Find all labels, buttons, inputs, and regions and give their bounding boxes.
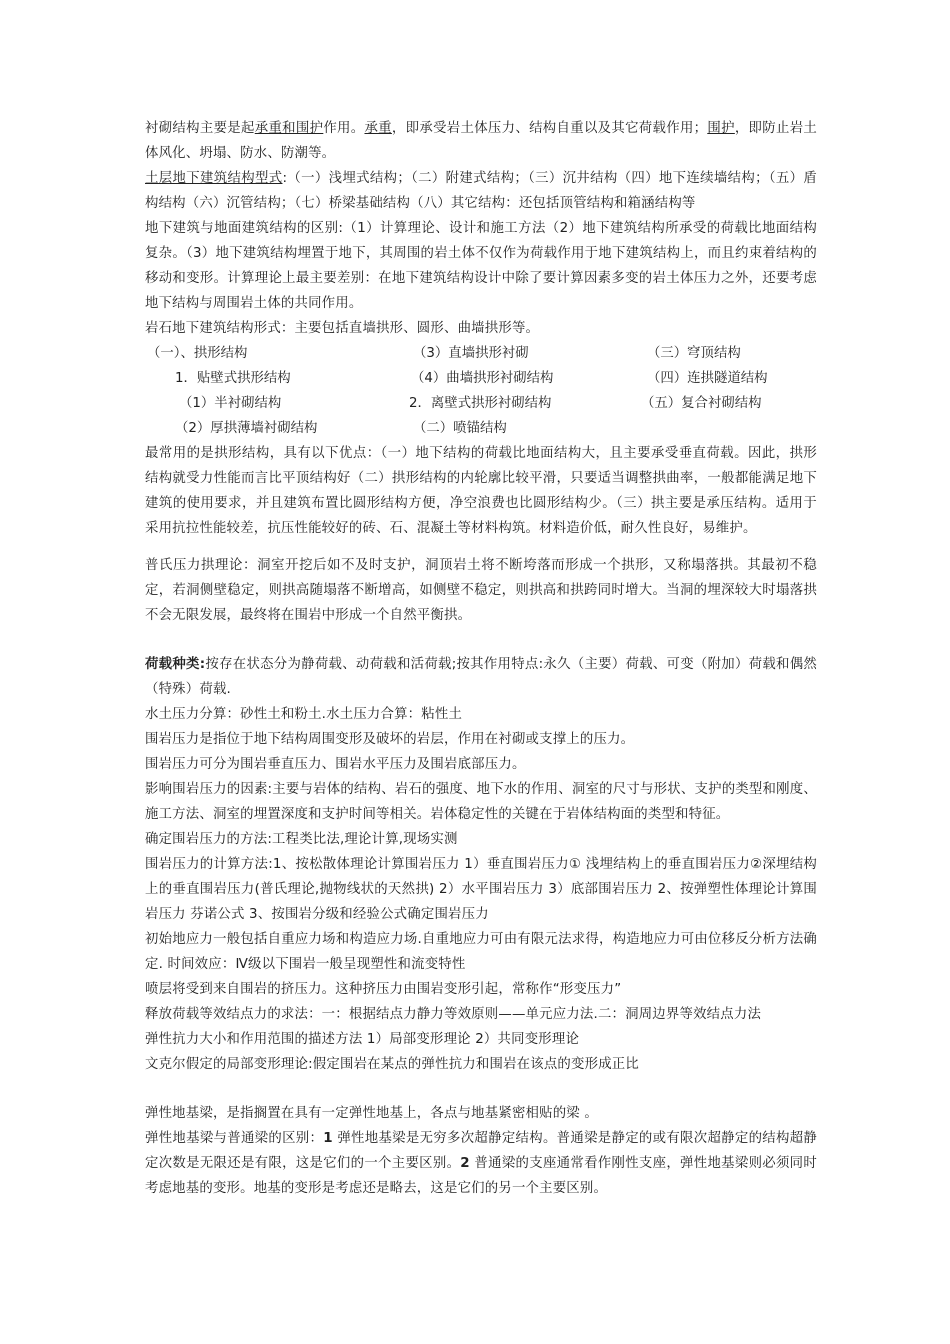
list-item: （五）复合衬砌结构 [641, 396, 762, 411]
paragraph-rock-pressure-factors: 影响围岩压力的因素:主要与岩体的结构、岩石的强度、地下水的作用、洞室的尺寸与形状、支护的类型和刚度、施工方法、洞室的埋置深度和支护时间等相关。岩体稳定性的关键在于岩体结构面的类型和特征。 [145, 782, 817, 822]
text: 弹性地基梁是无穷多次超静定结构。普通梁是静定的或有限次超静定的结构超静定次数是无限还是有限，这是它们的一个主要区别。 [145, 1131, 817, 1171]
list-item: （一）、拱形结构 [147, 346, 248, 361]
document-body [145, 116, 817, 1201]
text: 作用。 [323, 121, 365, 136]
paragraph-rock-pressure-kinds: 围岩压力可分为围岩垂直压力、围岩水平压力及围岩底部压力。 [145, 757, 526, 772]
bold-number: 1 [323, 1131, 333, 1146]
paragraph-load-types [145, 652, 817, 702]
paragraph-soil-structure-types [145, 166, 817, 216]
text: :（一）浅埋式结构；（二）附建式结构；（三）沉井结构（四）地下连续墙结构；（五）盾构结构（六）沉管结构；（七）桥梁基础结构（八）其它结构：还包括顶管结构和箱涵结构等 [145, 171, 818, 211]
paragraph-differences: 地下建筑与地面建筑结构的区别:（1）计算理论、设计和施工方法（2）地下建筑结构所承受的荷载比地面结构复杂。（3）地下建筑结构埋置于地下，其周围的岩土体不仅作为荷载作用于地下建筑结构上，而且约束着结构的移动和变形。计算理论上最主要差别：在地下建筑结构设计中除了要计算因素多变的岩土体压力之外，还要考虑地下结构与周围岩土体的共同作用。 [145, 221, 817, 311]
paragraph-elastic-resistance: 弹性抗力大小和作用范围的描述方法 1）局部变形理论 2）共同变形理论 [145, 1032, 580, 1047]
paragraph-rock-pressure-methods: 确定围岩压力的方法:工程类比法,理论计算,现场实测 [145, 832, 458, 847]
paragraph-protodyakonov-theory: 普氏压力拱理论：洞室开挖后如不及时支护，洞顶岩土将不断垮落而形成一个拱形，又称塌落拱。其最初不稳定，若洞侧壁稳定，则拱高随塌落不断增高，如侧壁不稳定，则拱高和拱跨同时增大。当洞的埋深较大时塌落拱不会无限发展，最终将在围岩中形成一个自然平衡拱。 [145, 558, 817, 623]
spacer [145, 1077, 817, 1101]
underlined-term: 承重 [364, 121, 392, 136]
spacer [145, 628, 817, 652]
list-item: 2．离壁式拱形衬砌结构 [409, 396, 552, 411]
paragraph-rock-pressure-definition: 围岩压力是指位于地下结构周围变形及破坏的岩层，作用在衬砌或支撑上的压力。 [145, 732, 635, 747]
text: 弹性地基梁与普通梁的区别： [145, 1131, 324, 1146]
paragraph-elastic-beam-definition: 弹性地基梁，是指搁置在具有一定弹性地基上，各点与地基紧密相贴的梁 。 [145, 1106, 598, 1121]
list-item: （1）半衬砌结构 [179, 396, 282, 411]
paragraph-nodal-force: 释放荷载等效结点力的求法：一：根据结点力静力等效原则——单元应力法.二：洞周边界等效结点力法 [145, 1007, 762, 1022]
paragraph-water-soil-pressure: 水土压力分算：砂性土和粉土.水土压力合算：粘性土 [145, 707, 463, 722]
list-item: （三）穹顶结构 [647, 346, 741, 361]
bold-number: 2 [460, 1156, 470, 1171]
text: 普通梁的支座通常看作刚性支座，弹性地基梁则必须同时考虑地基的变形。地基的变形是考虑还是略去，这是它们的另一个主要区别。 [145, 1156, 817, 1196]
paragraph-arch-advantages: 最常用的是拱形结构，具有以下优点：（一）地下结构的荷载比地面结构大，且主要承受垂直荷载。因此，拱形结构就受力性能而言比平顶结构好（二）拱形结构的内轮廓比较平滑，只要适当调整拱曲率，一般都能满足地下建筑的使用要求，并且建筑布置比圆形结构方便，净空浪费也比圆形结构少。（三）拱主要是承压结构。适用于采用抗拉性能较差，抗压性能较好的砖、石、混凝土等材料构筑。材料造价低，耐久性良好，易维护。 [145, 446, 817, 536]
list-item: 1．贴壁式拱形结构 [175, 371, 291, 386]
list-item: （二）喷锚结构 [413, 421, 507, 436]
text: 按存在状态分为静荷载、动荷载和活荷载;按其作用特点:永久（主要）荷载、可变（附加）荷载和偶然（特殊）荷载. [145, 657, 817, 697]
paragraph-elastic-beam-difference [145, 1126, 817, 1201]
paragraph-shotcrete-pressure: 喷层将受到来自围岩的挤压力。这种挤压力由围岩变形引起，常称作“形变压力” [145, 982, 622, 997]
paragraph-rock-pressure-calculation: 围岩压力的计算方法:1、按松散体理论计算围岩压力 1）垂直围岩压力① 浅埋结构上的垂直围岩压力②深埋结构上的垂直围岩压力(普氏理论,抛物线状的天然拱) 2）水平围岩压力 3）底部围岩压力 2、按弹塑性体理论计算围岩压力 芬诺公式 3、按围岩分级和经验公式确定围岩压力 [145, 857, 817, 922]
paragraph-initial-stress: 初始地应力一般包括自重应力场和构造应力场.自重地应力可由有限元法求得，构造地应力可由位移反分析方法确定. 时间效应：Ⅳ级以下围岩一般呈现塑性和流变特性 [145, 932, 817, 972]
underlined-term: 围护 [707, 121, 735, 136]
text: ，即承受岩土体压力、结构自重以及其它荷载作用； [391, 121, 708, 136]
paragraph-lining-function [145, 116, 817, 166]
spacer [145, 541, 817, 553]
list-item: （4）曲墙拱形衬砌结构 [411, 371, 554, 386]
paragraph-winkler: 文克尔假定的局部变形理论:假定围岩在某点的弹性抗力和围岩在该点的变形成正比 [145, 1057, 639, 1072]
list-item: （2）厚拱薄墙衬砌结构 [175, 421, 318, 436]
text: 衬砌结构主要是起 [145, 121, 255, 136]
arch-structure-list [145, 341, 817, 441]
underlined-term: 承重和围护 [254, 121, 324, 136]
text: ，即防止岩土体风化、坍塌、防水、防潮等。 [145, 121, 817, 161]
underlined-heading: 土层地下建筑结构型式 [145, 171, 283, 186]
list-item: （四）连拱隧道结构 [647, 371, 768, 386]
bold-term: 荷载种类: [145, 657, 206, 672]
paragraph-rock-structure-types: 岩石地下建筑结构形式：主要包括直墙拱形、圆形、曲墙拱形等。 [145, 321, 540, 336]
list-item: （3）直墙拱形衬砌 [413, 346, 529, 361]
